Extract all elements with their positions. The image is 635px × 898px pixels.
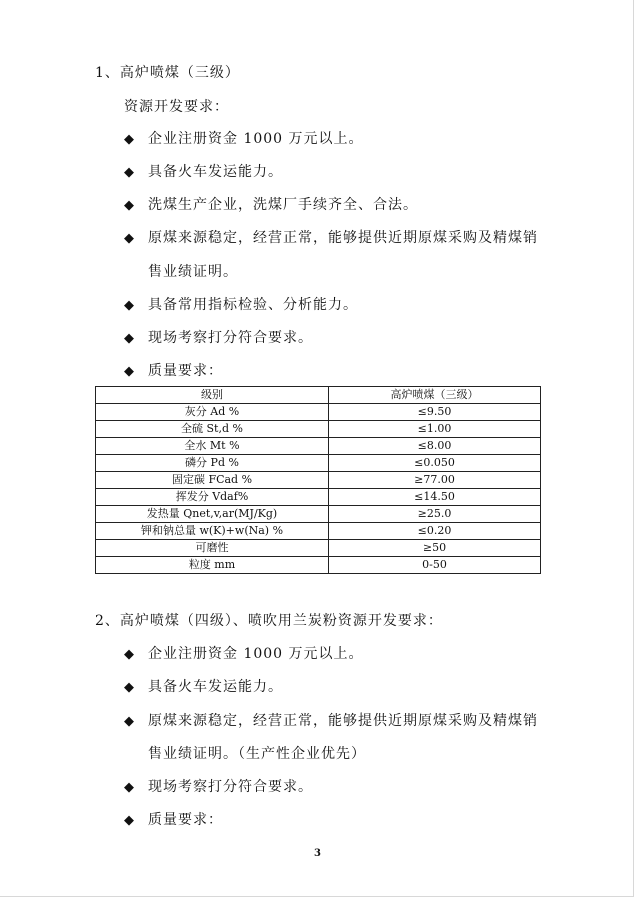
section1-heading: 1、高炉喷煤（三级） (95, 65, 240, 81)
table-cell: 灰分 Ad % (96, 404, 329, 421)
table-row (96, 404, 541, 421)
table-header-row (96, 387, 541, 404)
table-row (96, 438, 541, 455)
diamond-bullet-icon: ◆ (124, 331, 135, 346)
quality-table (95, 386, 541, 574)
diamond-bullet-icon: ◆ (124, 813, 135, 828)
table-row (96, 506, 541, 523)
diamond-bullet-icon: ◆ (124, 231, 135, 246)
section2-bullet-3: ◆ 原煤来源稳定，经营正常，能够提供近期原煤采购及精煤销 (124, 713, 538, 729)
diamond-bullet-icon: ◆ (124, 647, 135, 662)
table-row (96, 472, 541, 489)
table-cell: 磷分 Pd % (96, 455, 329, 472)
table-row (96, 489, 541, 506)
section1-bullet-7: ◆ 质量要求： (124, 363, 223, 379)
table-header-cell: 级别 (96, 387, 329, 404)
diamond-bullet-icon: ◆ (124, 714, 135, 729)
diamond-bullet-icon: ◆ (124, 680, 135, 695)
table-cell: ≥25.0 (329, 506, 541, 523)
table-cell: 固定碳 FCad % (96, 472, 329, 489)
table-cell: 全水 Mt % (96, 438, 329, 455)
table-row (96, 421, 541, 438)
table-cell: 全硫 St,d % (96, 421, 329, 438)
table-cell: 发热量 Qnet,v,ar(MJ/Kg) (96, 506, 329, 523)
table-row (96, 523, 541, 540)
section1-subheading: 资源开发要求： (124, 99, 229, 115)
section2-bullet-4: ◆ 现场考察打分符合要求。 (124, 779, 313, 795)
table-row (96, 557, 541, 574)
table-cell: ≤9.50 (329, 404, 541, 421)
section1-bullet-2: ◆ 具备火车发运能力。 (124, 164, 283, 180)
page-number: 3 (314, 848, 321, 859)
table-row (96, 540, 541, 557)
table-cell: 粒度 mm (96, 557, 329, 574)
diamond-bullet-icon: ◆ (124, 780, 135, 795)
table-row (96, 455, 541, 472)
diamond-bullet-icon: ◆ (124, 198, 135, 213)
section2-heading: 2、高炉喷煤（四级）、喷吹用兰炭粉资源开发要求： (95, 613, 443, 629)
section2-bullet-3-continuation: 售业绩证明。（生产性企业优先） (148, 746, 366, 762)
table-cell: ≥77.00 (329, 472, 541, 489)
diamond-bullet-icon: ◆ (124, 165, 135, 180)
section1-bullet-3: ◆ 洗煤生产企业，洗煤厂手续齐全、合法。 (124, 197, 418, 213)
table-cell: 可磨性 (96, 540, 329, 557)
table-cell: ≥50 (329, 540, 541, 557)
table-cell: ≤1.00 (329, 421, 541, 438)
section2-bullet-2: ◆ 具备火车发运能力。 (124, 679, 283, 695)
table-cell: ≤8.00 (329, 438, 541, 455)
table-header-cell: 高炉喷煤（三级） (329, 387, 541, 404)
diamond-bullet-icon: ◆ (124, 132, 135, 147)
section1-bullet-1: ◆ 企业注册资金 1000 万元以上。 (124, 131, 364, 147)
table-cell: 挥发分 Vdaf% (96, 489, 329, 506)
table-cell: ≤0.20 (329, 523, 541, 540)
section1-bullet-6: ◆ 现场考察打分符合要求。 (124, 330, 313, 346)
diamond-bullet-icon: ◆ (124, 364, 135, 379)
table-cell: 钾和钠总量 w(K)+w(Na) % (96, 523, 329, 540)
diamond-bullet-icon: ◆ (124, 298, 135, 313)
section1-bullet-4-continuation: 售业绩证明。 (148, 264, 238, 280)
table-cell: ≤14.50 (329, 489, 541, 506)
section2-bullet-5: ◆ 质量要求： (124, 812, 223, 828)
section1-bullet-5: ◆ 具备常用指标检验、分析能力。 (124, 297, 358, 313)
section1-bullet-4: ◆ 原煤来源稳定，经营正常，能够提供近期原煤采购及精煤销 (124, 230, 538, 246)
table-cell: 0-50 (329, 557, 541, 574)
table-cell: ≤0.050 (329, 455, 541, 472)
section2-bullet-1: ◆ 企业注册资金 1000 万元以上。 (124, 646, 364, 662)
